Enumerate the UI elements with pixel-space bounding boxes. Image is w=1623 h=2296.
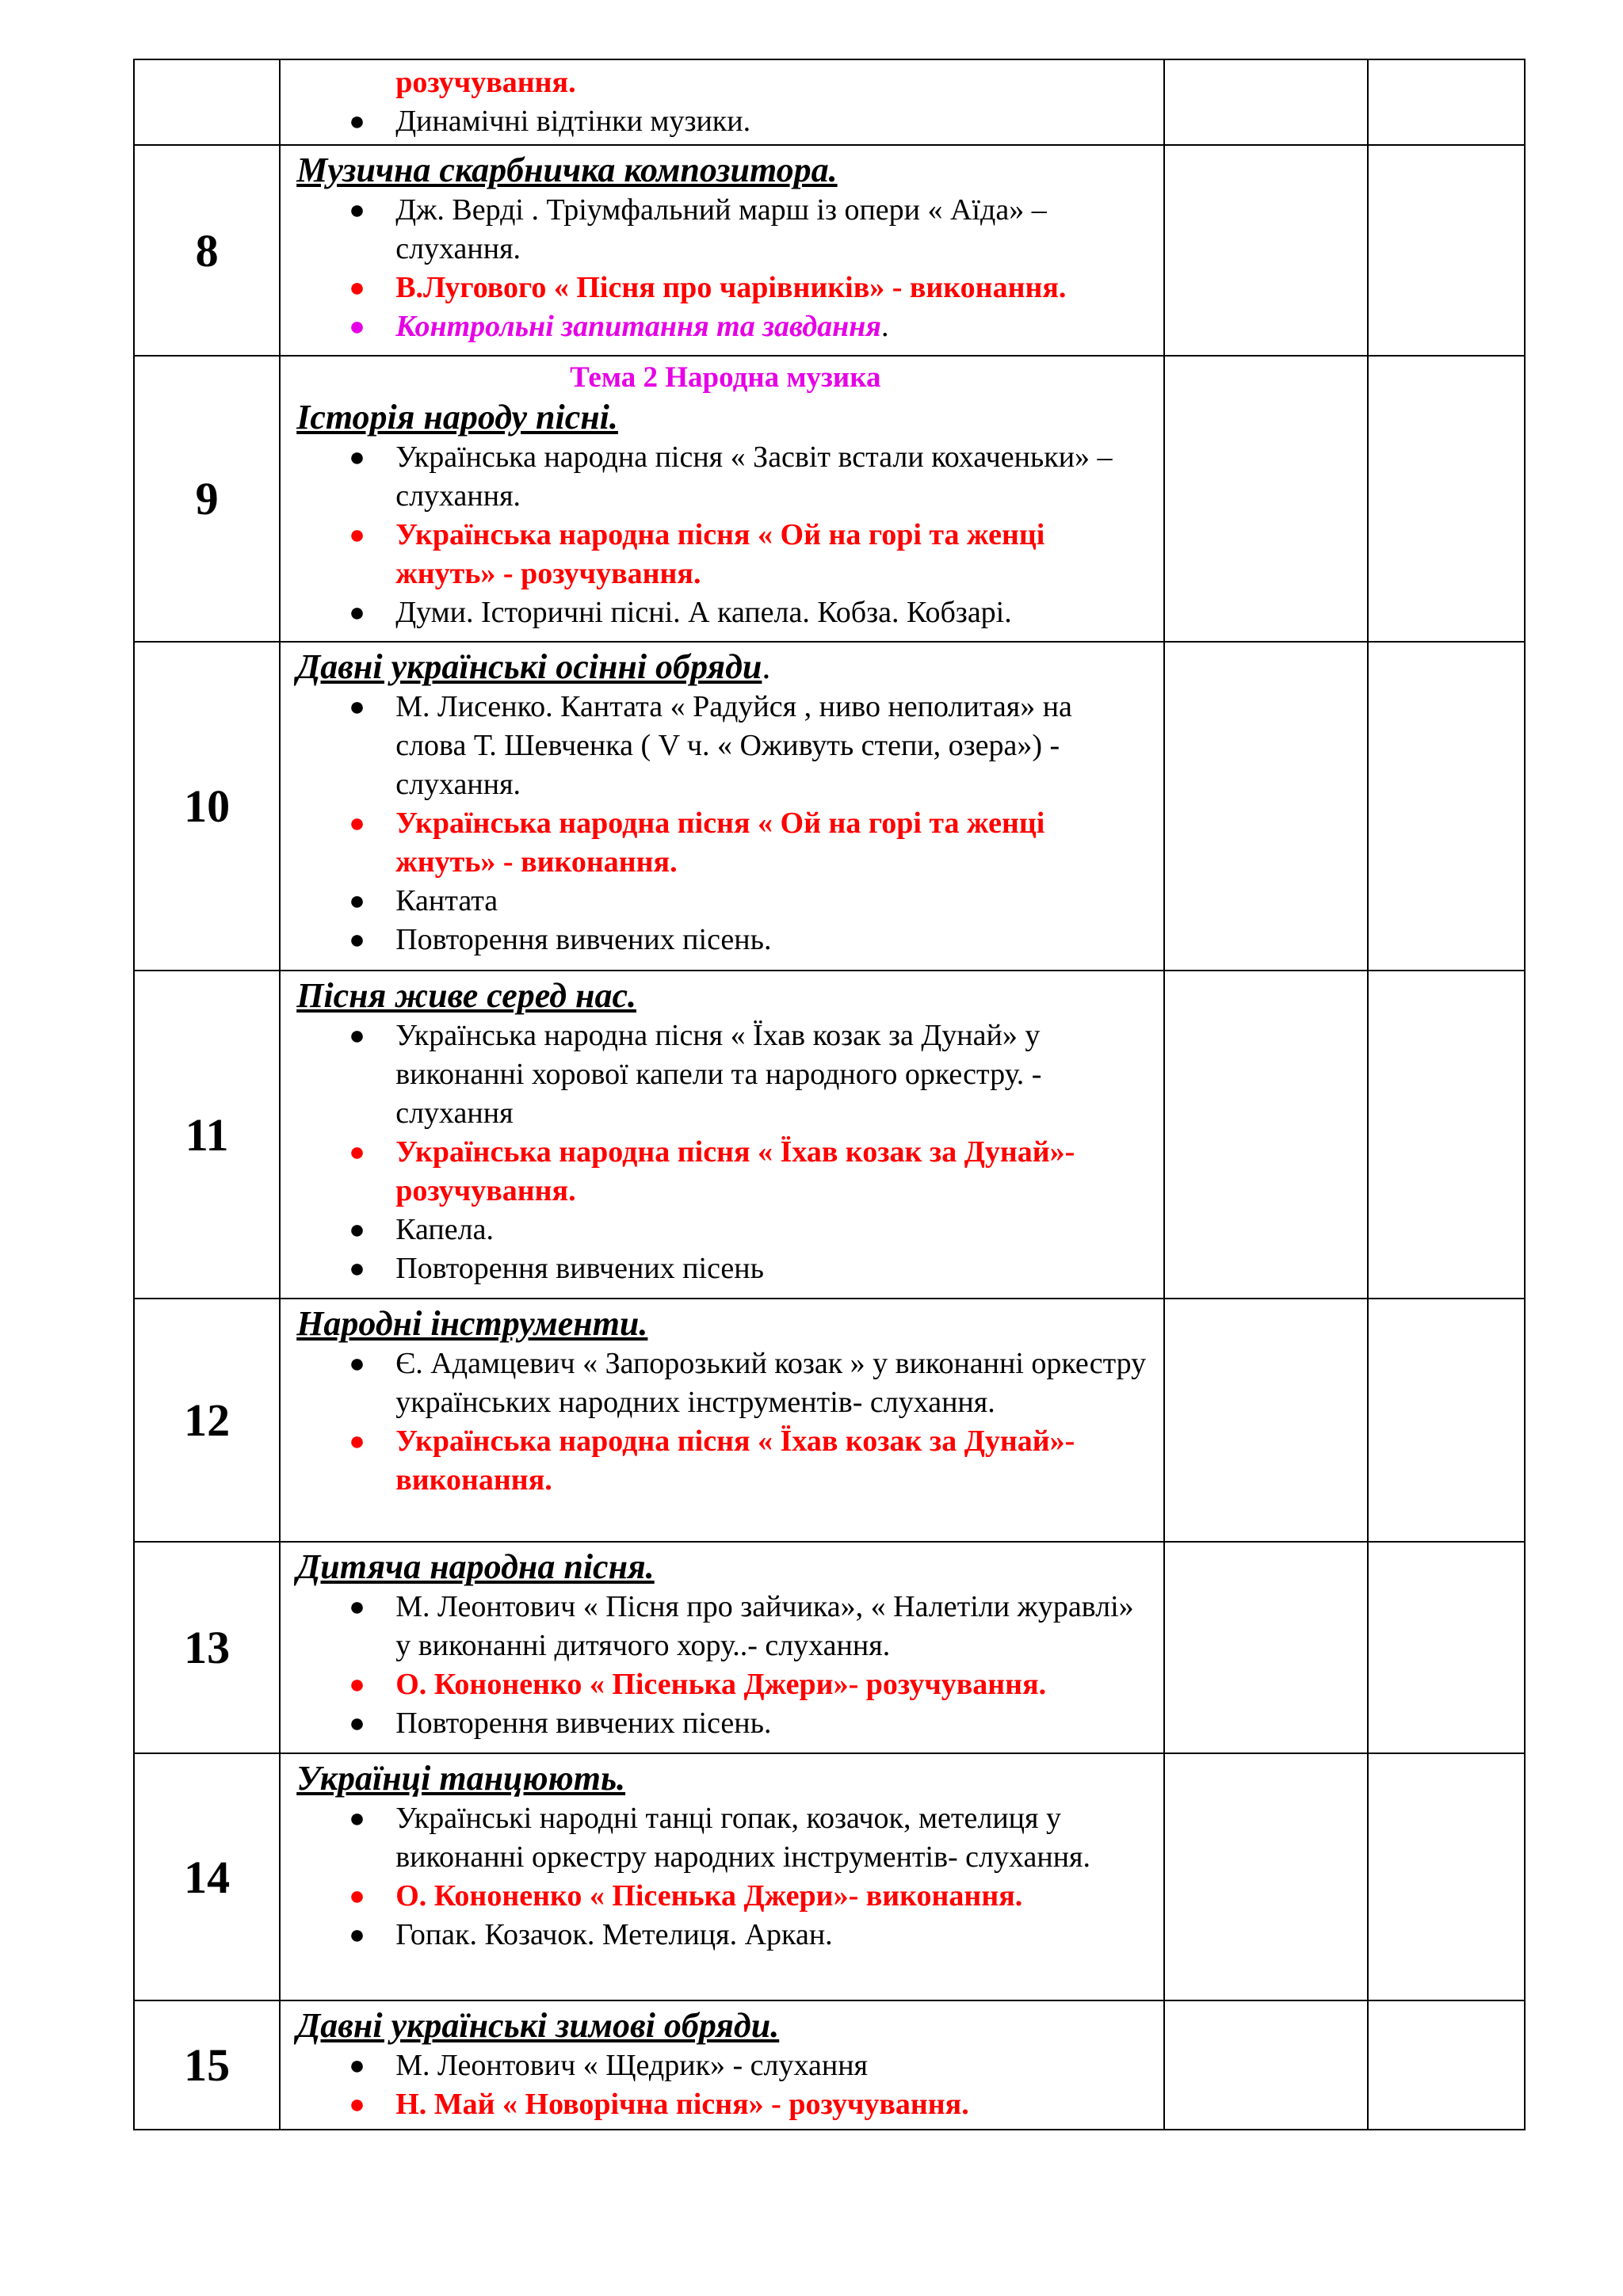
lesson-number-cell <box>134 356 280 642</box>
list-item-text: Українська народна пісня « Засвіт встали кохаченьки» – слухання. <box>395 441 1113 513</box>
table-row <box>134 59 1525 145</box>
bullet-icon: ● <box>349 443 365 472</box>
lesson-number: 10 <box>184 780 231 832</box>
list-item <box>296 102 1154 141</box>
list-item <box>296 2085 1154 2124</box>
empty-cell <box>1368 1299 1525 1542</box>
empty-cell <box>1164 2000 1367 2130</box>
lesson-heading-wrap <box>296 646 1154 688</box>
lesson-number-cell <box>134 2000 280 2130</box>
bullet-icon: ● <box>349 598 365 627</box>
empty-cell <box>1164 356 1367 642</box>
lesson-heading-wrap <box>296 396 1154 438</box>
table-row <box>134 145 1525 356</box>
list-item <box>296 1249 1154 1288</box>
list-item-text: Гопак. Козачок. Метелиця. Аркан. <box>395 1918 833 1951</box>
activity-list <box>296 102 1154 141</box>
lesson-content-cell <box>280 1542 1164 1753</box>
table-row <box>134 1542 1525 1753</box>
list-item-text: М. Леонтович « Щедрик» - слухання <box>395 2049 869 2082</box>
lesson-content-cell <box>280 145 1164 356</box>
lesson-number-cell <box>134 971 280 1299</box>
list-item <box>296 593 1154 632</box>
lesson-number: 14 <box>184 1851 231 1903</box>
activity-list <box>296 1588 1154 1743</box>
list-item-text: Контрольні запитання та завдання <box>395 310 881 343</box>
lesson-number-cell <box>134 1299 280 1542</box>
lesson-content-cell <box>280 642 1164 971</box>
list-item-text: О. Кононенко « Пісенька Джери»- виконання. <box>395 1879 1023 1913</box>
lesson-heading-wrap <box>296 1546 1154 1588</box>
table-row <box>134 2000 1525 2130</box>
empty-cell <box>1164 145 1367 356</box>
bullet-icon: ● <box>349 1215 365 1245</box>
lesson-heading: Історія народу пісні. <box>296 398 618 437</box>
lesson-heading: Дитяча народна пісня. <box>296 1547 655 1586</box>
list-item-text: Повторення вивчених пісень <box>395 1252 764 1285</box>
empty-cell <box>1368 1542 1525 1753</box>
list-item-text: Дж. Верді . Тріумфальний марш із опери « Аїда» – слухання. <box>395 193 1047 265</box>
activity-list <box>296 191 1154 346</box>
empty-cell <box>1164 1542 1367 1753</box>
table-row <box>134 642 1525 971</box>
list-item <box>296 1211 1154 1249</box>
bullet-icon: ● <box>349 925 365 955</box>
bullet-icon: ● <box>349 1254 365 1283</box>
list-item <box>296 804 1154 882</box>
list-item <box>296 2046 1154 2085</box>
list-item-tail: . <box>880 310 889 343</box>
empty-cell <box>1164 1753 1367 2000</box>
activity-list <box>296 1016 1154 1288</box>
list-item-text: Динамічні відтінки музики. <box>395 105 751 138</box>
lesson-heading: Українці танцюють. <box>296 1759 626 1798</box>
empty-cell <box>1164 971 1367 1299</box>
lesson-heading: Давні українські осінні обряди <box>296 647 762 686</box>
bullet-icon: ● <box>349 1349 365 1379</box>
empty-cell <box>1368 1753 1525 2000</box>
table-row <box>134 1753 1525 2000</box>
continued-text: розучування. <box>395 66 576 99</box>
list-item <box>296 688 1154 804</box>
list-item <box>296 516 1154 593</box>
lesson-content-cell <box>280 971 1164 1299</box>
lesson-heading: Народні інструменти. <box>296 1304 648 1343</box>
bullet-icon: ● <box>349 196 365 225</box>
list-item <box>296 1588 1154 1665</box>
lesson-content-cell <box>280 356 1164 642</box>
list-item-text: Українська народна пісня « Ой на горі та женці жнуть» - виконання. <box>395 807 1045 879</box>
empty-cell <box>1164 59 1367 145</box>
list-item-text: Українська народна пісня « Їхав козак за Дунай»- виконання. <box>395 1425 1075 1497</box>
bullet-icon: ● <box>349 2051 365 2081</box>
bullet-icon: ● <box>349 1138 365 1167</box>
lesson-content-cell <box>280 1753 1164 2000</box>
list-item <box>296 438 1154 516</box>
lesson-heading-wrap <box>296 974 1154 1016</box>
lesson-number-cell <box>134 1542 280 1753</box>
table-row <box>134 1299 1525 1542</box>
empty-cell <box>1368 59 1525 145</box>
list-item-text: М. Леонтович « Пісня про зайчика», « Налетіли журавлі» у виконанні дитячого хору..- слухання. <box>395 1590 1134 1662</box>
activity-list <box>296 688 1154 959</box>
lesson-heading-wrap <box>296 2004 1154 2046</box>
empty-cell <box>1368 971 1525 1299</box>
list-item <box>296 1704 1154 1743</box>
empty-cell <box>1368 642 1525 971</box>
list-item <box>296 1916 1154 1955</box>
lesson-content-cell <box>280 2000 1164 2130</box>
activity-list <box>296 2046 1154 2124</box>
empty-cell <box>1164 1299 1367 1542</box>
list-item-text: Н. Май « Новорічна пісня» - розучування. <box>395 2088 969 2121</box>
lesson-plan-table <box>133 59 1526 2130</box>
list-item-text: Повторення вивчених пісень. <box>395 923 772 956</box>
lesson-number: 8 <box>195 224 219 277</box>
lesson-heading-wrap <box>296 1302 1154 1344</box>
list-item <box>296 882 1154 921</box>
activity-list <box>296 1344 1154 1500</box>
lesson-content-cell <box>280 1299 1164 1542</box>
list-item <box>296 1344 1154 1422</box>
list-item-text: Є. Адамцевич « Запорозький козак » у виконанні оркестру українських народних інструментів- слухання. <box>395 1347 1147 1419</box>
lesson-number: 11 <box>185 1108 229 1161</box>
list-item-text: М. Лисенко. Кантата « Радуйся , ниво неполитая» на слова Т. Шевченка ( V ч. « Оживуть степи, озера») - слухання. <box>395 690 1072 801</box>
table-row <box>134 971 1525 1299</box>
lesson-content-cell <box>280 59 1164 145</box>
list-item-text: Українська народна пісня « Їхав козак за Дунай» у виконанні хорової капели та народного оркестру. - слухання <box>395 1019 1042 1130</box>
table-body <box>134 59 1525 2130</box>
list-item <box>296 1877 1154 1916</box>
list-item-text: О. Кононенко « Пісенька Джери»- розучування. <box>395 1668 1047 1701</box>
list-item <box>296 307 1154 346</box>
bullet-icon: ● <box>349 1804 365 1833</box>
lesson-number: 12 <box>184 1394 231 1446</box>
empty-cell <box>1164 642 1367 971</box>
empty-cell <box>1368 145 1525 356</box>
bullet-icon: ● <box>349 692 365 722</box>
list-item <box>296 191 1154 269</box>
list-item <box>296 1133 1154 1211</box>
bullet-icon: ● <box>349 1592 365 1622</box>
table-row <box>134 356 1525 642</box>
list-item-text: В.Лугового « Пісня про чарівників» - виконання. <box>395 271 1067 304</box>
list-item-text: Українська народна пісня « Їхав козак за Дунай»- розучування. <box>395 1135 1075 1207</box>
list-item-text: Українські народні танці гопак, козачок, метелиця у виконанні оркестру народних інструментів- слухання. <box>395 1802 1091 1874</box>
lesson-number-cell <box>134 642 280 971</box>
list-item-text: Повторення вивчених пісень. <box>395 1707 772 1740</box>
list-item-text: Кантата <box>395 884 498 917</box>
bullet-icon: ● <box>349 1427 365 1456</box>
bullet-icon: ● <box>349 1021 365 1051</box>
lesson-heading-wrap <box>296 149 1154 191</box>
bullet-icon: ● <box>349 1709 365 1738</box>
lesson-heading: Пісня живе серед нас. <box>296 976 636 1015</box>
list-item <box>296 921 1154 959</box>
activity-list <box>296 1799 1154 1955</box>
bullet-icon: ● <box>349 1920 365 1950</box>
lesson-number: 15 <box>184 2039 231 2091</box>
lesson-number: 9 <box>195 473 219 524</box>
list-item <box>296 269 1154 307</box>
list-item-text: Капела. <box>395 1213 494 1246</box>
bullet-icon: ● <box>349 1882 365 1911</box>
empty-cell <box>1368 356 1525 642</box>
lesson-number-cell <box>134 59 280 145</box>
bullet-icon: ● <box>349 2090 365 2119</box>
list-item <box>296 1422 1154 1500</box>
bullet-icon: ● <box>349 312 365 341</box>
lesson-heading: Музична скарбничка композитора. <box>296 151 838 189</box>
lesson-heading: Давні українські зимові обряди. <box>296 2006 780 2045</box>
list-item-text: Думи. Історичні пісні. А капела. Кобза. Кобзарі. <box>395 596 1012 629</box>
lesson-number-cell <box>134 1753 280 2000</box>
bullet-icon: ● <box>349 521 365 550</box>
bullet-icon: ● <box>349 107 365 136</box>
bullet-icon: ● <box>349 1670 365 1699</box>
lesson-heading-tail: . <box>762 647 771 686</box>
bullet-icon: ● <box>349 273 365 303</box>
bullet-icon: ● <box>349 887 365 916</box>
list-item-text: Українська народна пісня « Ой на горі та женці жнуть» - розучування. <box>395 518 1045 590</box>
empty-cell <box>1368 2000 1525 2130</box>
list-item <box>296 1799 1154 1877</box>
theme-title: Тема 2 Народна музика <box>570 361 881 394</box>
list-item <box>296 1665 1154 1704</box>
lesson-number-cell <box>134 145 280 356</box>
activity-list <box>296 438 1154 632</box>
lesson-heading-wrap <box>296 1757 1154 1799</box>
bullet-icon: ● <box>349 809 365 838</box>
lesson-number: 13 <box>184 1622 231 1673</box>
list-item <box>296 1016 1154 1133</box>
